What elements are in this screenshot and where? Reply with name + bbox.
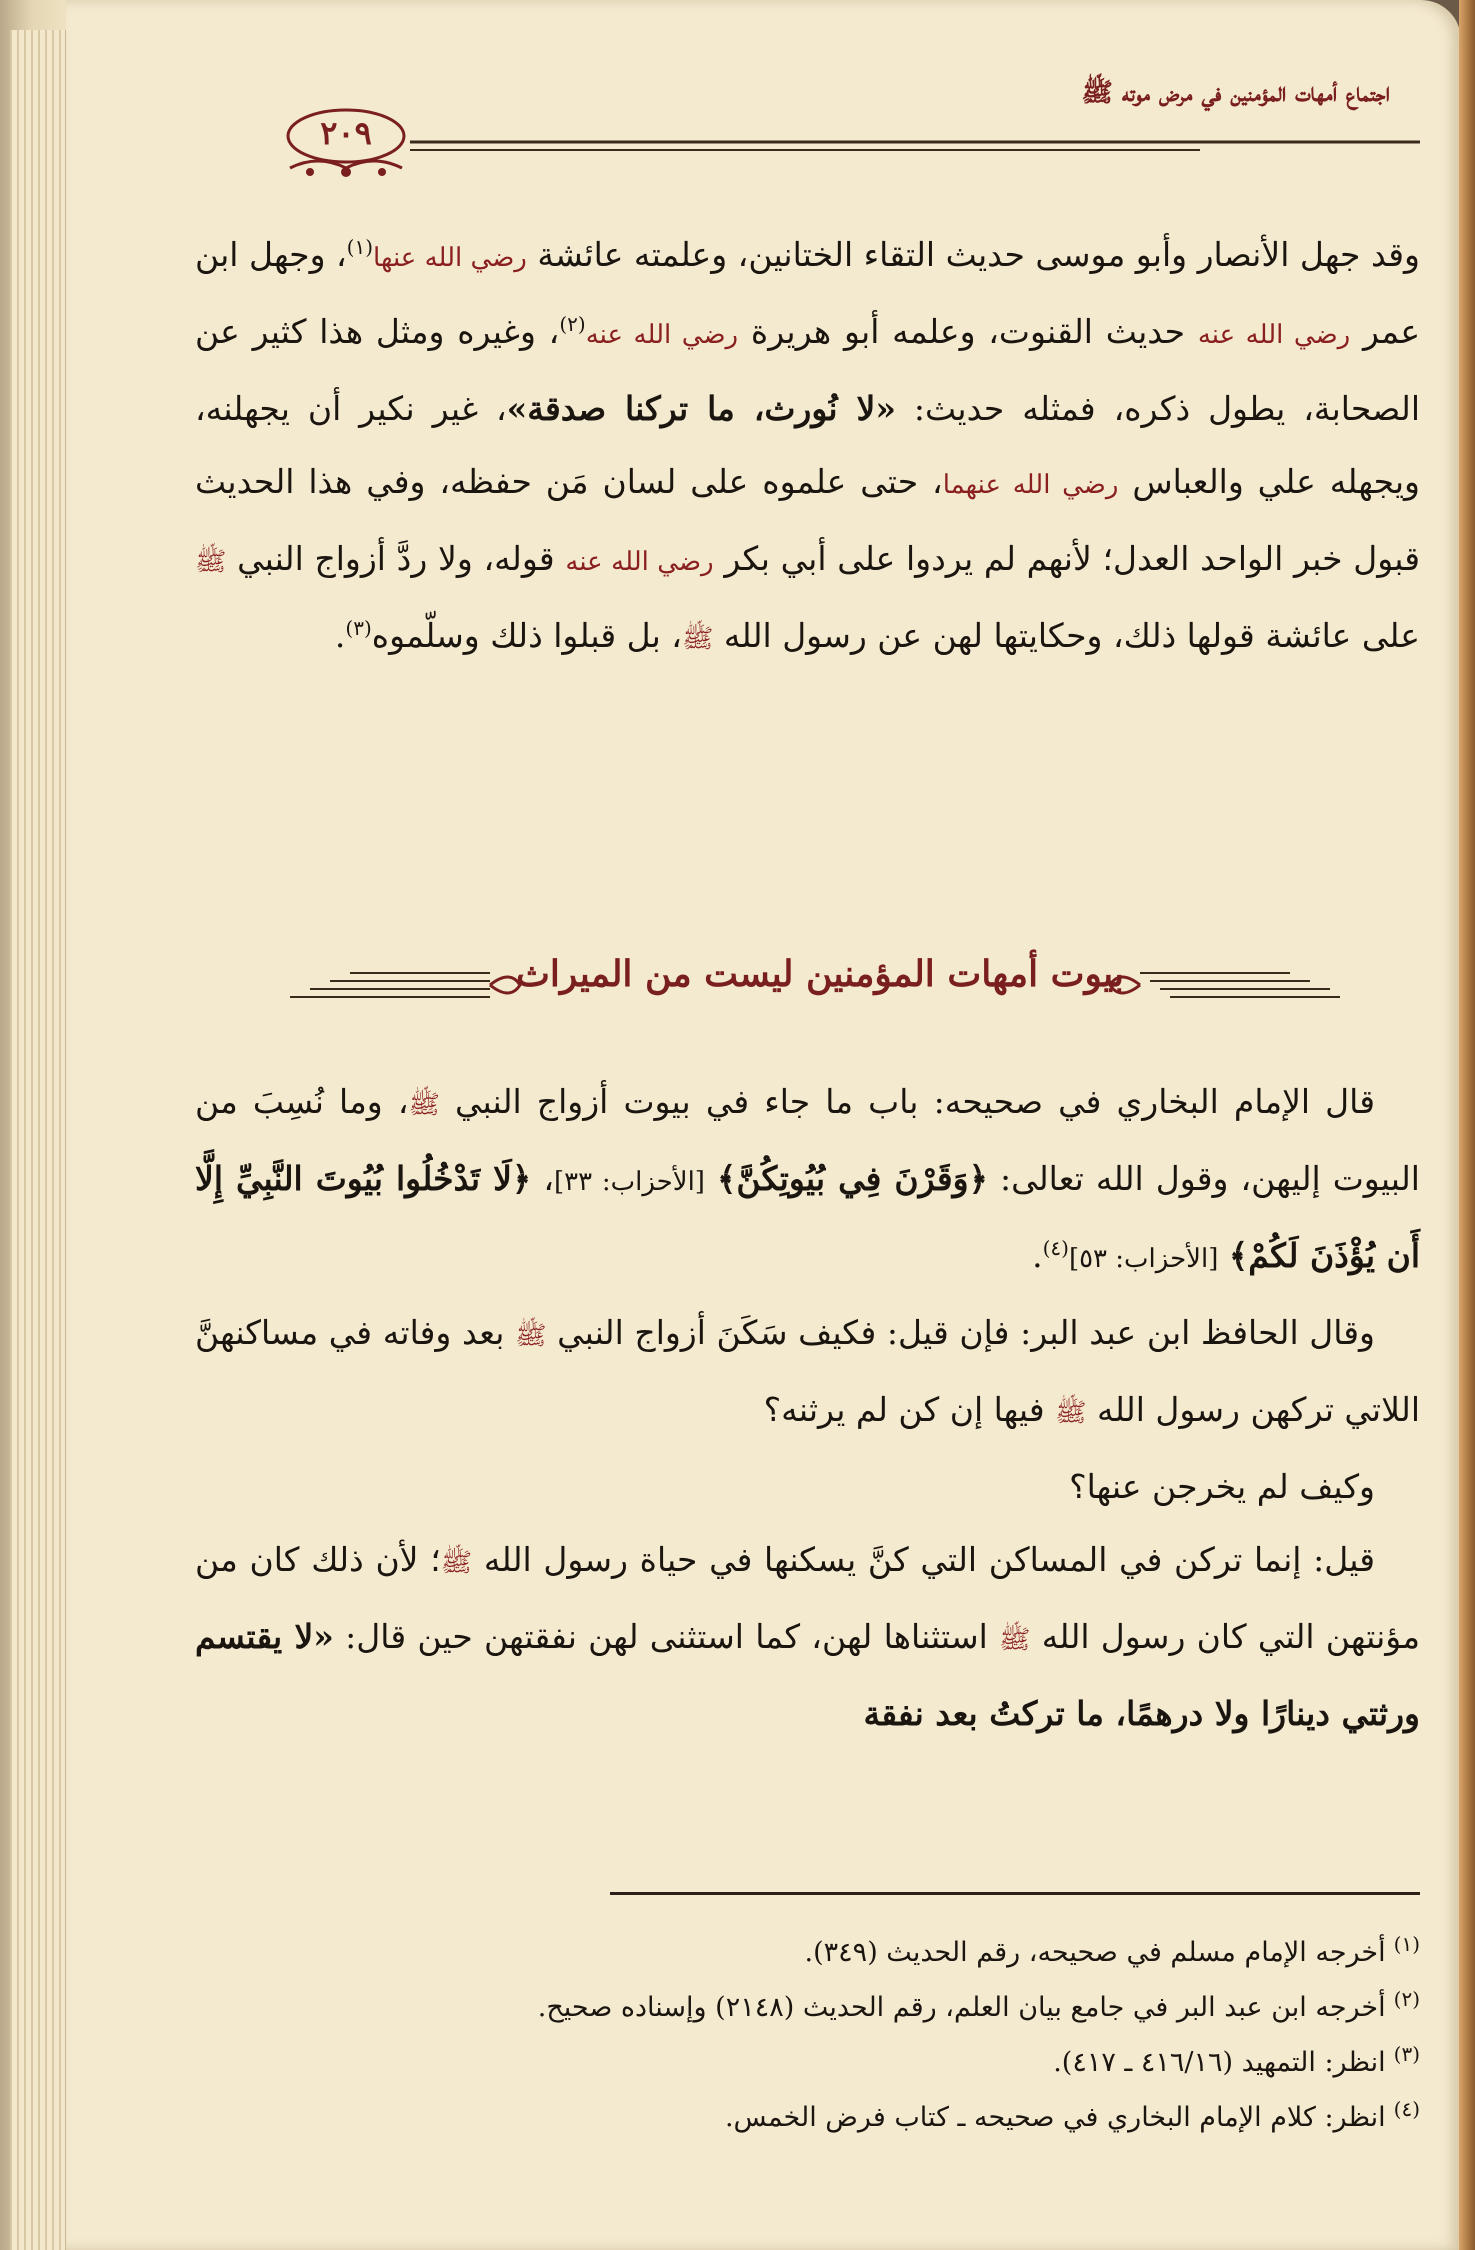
- footnotes: [195, 1925, 1420, 2145]
- footnote-text: أخرجه ابن عبد البر في جامع بيان العلم، رقم الحديث (٢١٤٨) وإسناده صحيح.: [537, 1992, 1386, 2023]
- honorific: ﷺ: [1055, 1398, 1087, 1428]
- honorific: رضي الله عنهما: [942, 470, 1119, 500]
- footnote-item: [195, 2090, 1420, 2145]
- honorific: ﷺ: [408, 1090, 440, 1120]
- text: ، حتى علموه على لسان مَن حفظه، وفي هذا الحديث قبول خبر الواحد العدل؛ لأنهم لم يردوا على أبي بكر: [195, 462, 1420, 578]
- text: وقد جهل الأنصار وأبو موسى حديث التقاء الختانين، وعلمته عائشة: [537, 235, 1420, 274]
- honorific: رضي الله عنه: [1197, 320, 1351, 350]
- paragraph-1: [195, 218, 1420, 676]
- footnote-number: (٤): [1393, 2097, 1420, 2121]
- quran-verse: ﴿وَقَرْنَ فِي بُيُوتِكُنَّ﴾: [717, 1159, 988, 1198]
- honorific: ﷺ: [999, 1625, 1031, 1655]
- ibn-abd-al-barr-question: [195, 1296, 1420, 1450]
- text: ، غير نكير أن يجهلنه، ويجهله علي والعباس: [195, 389, 1420, 501]
- honorific: ﷺ: [515, 1321, 547, 1351]
- text: ،: [543, 1159, 554, 1198]
- hadith-quote: «لا نُورث، ما تركنا صدقة»: [506, 389, 896, 428]
- footnote-number: (١): [1393, 1932, 1420, 1956]
- text: ، بل قبلوا ذلك وسلّموه: [371, 616, 682, 655]
- footnote-text: انظر: التمهيد (٤١٦/١٦ ـ ٤١٧).: [1053, 2047, 1386, 2078]
- footnote-divider: [610, 1892, 1420, 1895]
- honorific: رضي الله عنه: [565, 547, 714, 577]
- footnote-item: [195, 1925, 1420, 1980]
- text: قوله، ولا ردَّ أزواج النبي: [237, 539, 555, 578]
- text: ؛ لأن ذلك كان من مؤنتهن التي كان رسول الله: [195, 1540, 1420, 1656]
- page-number: ٢٠٩: [320, 114, 372, 152]
- text: على عائشة قولها ذلك، وحكايتها لهن عن رسول الله: [723, 616, 1420, 655]
- honorific: رضي الله عنها: [373, 243, 527, 273]
- text: .: [1032, 1236, 1043, 1275]
- honorific: ﷺ: [440, 1548, 473, 1578]
- running-title: اجتماع أمهات المؤمنين في مرض موته ﷺ: [1081, 78, 1390, 108]
- text: .: [334, 616, 346, 655]
- text: وقال الحافظ ابن عبد البر: فإن قيل: فكيف سَكَنَ أزواج النبي: [557, 1313, 1375, 1352]
- honorific: رضي الله عنه: [585, 320, 739, 350]
- question-continued: [195, 1450, 1420, 1523]
- footnote-number: (٢): [1393, 1987, 1420, 2011]
- page-header: [200, 70, 1430, 190]
- answer: [195, 1523, 1420, 1750]
- footnote-number: (٣): [1393, 2042, 1420, 2066]
- text: فيها إن كن لم يرثنه؟: [763, 1390, 1045, 1429]
- hadith-quote: «لا يقتسم ورثتي دينارًا ولا درهمًا، ما تركتُ بعد نفقة: [195, 1617, 1420, 1733]
- footnote-ref: (٤): [1042, 1236, 1069, 1260]
- text: ، وما نُسِبَ من البيوت إليهن، وقول الله تعالى:: [195, 1082, 1420, 1198]
- book-cover-edge: [1459, 0, 1475, 2250]
- text: قيل: إنما تركن في المساكن التي كنَّ يسكنها في حياة رسول الله: [483, 1540, 1375, 1579]
- text: قال الإمام البخاري في صحيحه: باب ما جاء في بيوت أزواج النبي: [455, 1082, 1375, 1121]
- section-title: بيوت أمهات المؤمنين ليست من الميراث: [516, 953, 1124, 995]
- paragraph-2: [195, 1065, 1420, 1750]
- footnote-ref: (٣): [345, 616, 372, 640]
- quran-verse: ﴿لَا تَدْخُلُوا بُيُوتَ النَّبِيِّ إِلَّا أَن يُؤْذَنَ لَكُمْ﴾: [195, 1159, 1420, 1275]
- footnote-item: [195, 2035, 1420, 2090]
- footnote-ref: (٢): [559, 312, 586, 336]
- text: استثناها لهن، كما استثنى لهن نفقتهن حين قال:: [345, 1617, 988, 1656]
- footnote-ref: (١): [346, 235, 374, 259]
- verse-reference: [الأحزاب: ٥٣]: [1068, 1244, 1219, 1274]
- text: حديث القنوت، وعلمه أبو هريرة: [750, 312, 1186, 351]
- text: ، وجهل ابن عمر: [195, 235, 1421, 351]
- bukhari-quote: [195, 1065, 1420, 1296]
- honorific: ﷺ: [195, 547, 227, 577]
- text: وكيف لم يخرجن عنها؟: [1069, 1467, 1375, 1506]
- footnote-item: [195, 1980, 1420, 2035]
- text: بعد وفاته في مساكنهنَّ اللاتي تركهن رسول الله: [195, 1313, 1420, 1429]
- text: ، وغيره ومثل هذا كثير عن الصحابة، يطول ذكره، فمثله حديث:: [195, 312, 1420, 428]
- footnote-text: انظر: كلام الإمام البخاري في صحيحه ـ كتاب فرض الخمس.: [724, 2102, 1386, 2133]
- section-heading: [280, 945, 1360, 1025]
- verse-reference: [الأحزاب: ٣٣]: [553, 1167, 705, 1197]
- footnote-text: أخرجه الإمام مسلم في صحيحه، رقم الحديث (٣٤٩).: [804, 1937, 1386, 1968]
- page-edges: [10, 30, 66, 2250]
- honorific: ﷺ: [681, 624, 714, 654]
